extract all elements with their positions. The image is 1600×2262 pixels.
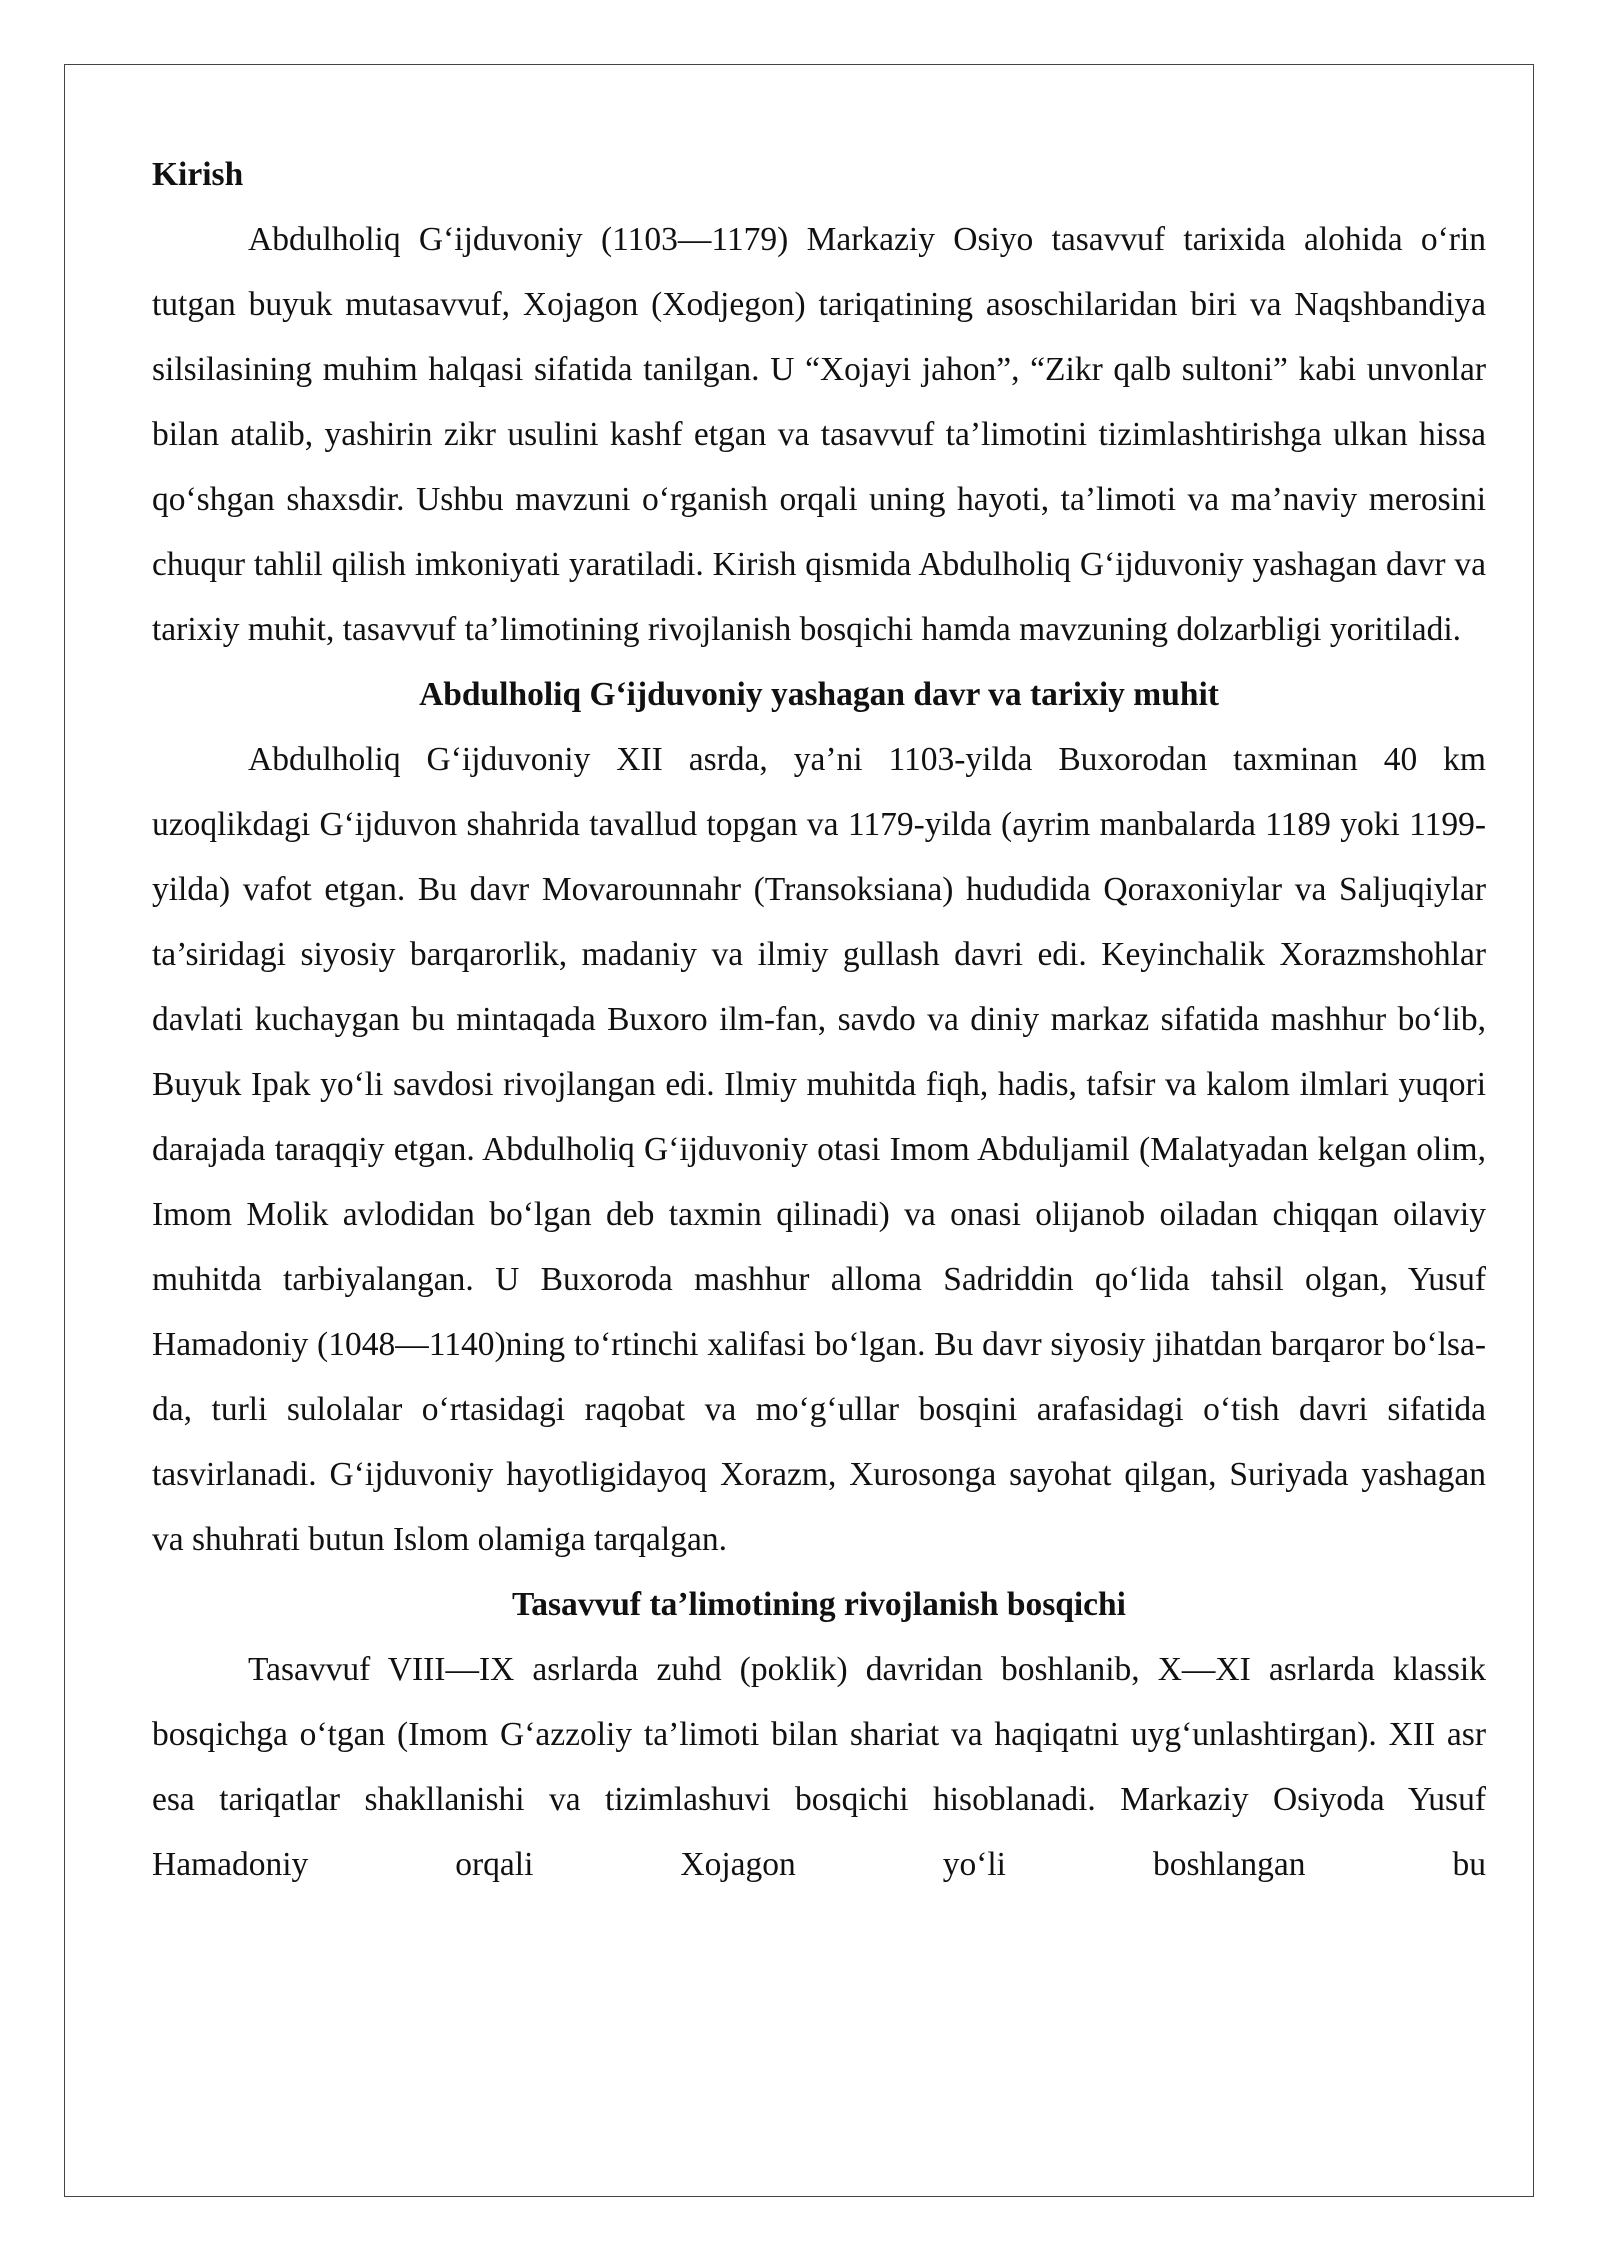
paragraph-tasavvuf: Tasavvuf VIII—IX asrlarda zuhd (poklik) davridan boshlanib, X—XI asrlarda klassik bosqichga o‘tgan (Imom G‘azzoliy ta’limoti bilan shariat va haqiqatni uyg‘unlashtirgan). XII asr esa tariqatlar shakllanishi va tizimlashuvi bosqichi hisoblanadi. Markaziy Osiyoda Yusuf Hamadoniy orqali Xojagon yo‘li boshlangan bu xyxy=(152,1651,1486,1883)
section-heading-kirish: Kirish xyxy=(152,156,244,193)
paragraph-kirish: Abdulholiq G‘ijduvoniy (1103—1179) Markaziy Osiyo tasavvuf tarixida alohida o‘rin tutgan buyuk mutasavvuf, Xojagon (Xodjegon) tariqatining asoschilaridan biri va Naqshbandiya silsilasining muhim halqasi sifatida tanilgan. U “Xojayi jahon”, “Zikr qalb sultoni” kabi unvonlar bilan atalib, yashirin zikr usulini kashf etgan va tasavvuf ta’limotini tizimlashtirishga ulkan hissa qo‘shgan shaxsdir. Ushbu mavzuni o‘rganish orqali uning hayoti, ta’limoti va ma’naviy merosini chuqur tahlil qilish imkoniyati yaratiladi. Kirish qismida Abdulholiq G‘ijduvoniy yashagan davr va tarixiy muhit, tasavvuf ta’limotining rivojlanish bosqichi hamda mavzuning dolzarbligi yoritiladi. xyxy=(152,221,1486,648)
section-heading-tasavvuf: Tasavvuf ta’limotining rivojlanish bosqichi xyxy=(512,1586,1126,1623)
paragraph-davr: Abdulholiq G‘ijduvoniy XII asrda, ya’ni 1103-yilda Buxorodan taxminan 40 km uzoqlikdagi G‘ijduvon shahrida tavallud topgan va 1179-yilda (ayrim manbalarda 1189 yoki 1199-yilda) vafot etgan. Bu davr Movarounnahr (Transoksiana) hududida Qoraxoniylar va Saljuqiylar ta’siridagi siyosiy barqarorlik, madaniy va ilmiy gullash davri edi. Keyinchalik Xorazmshohlar davlati kuchaygan bu mintaqada Buxoro ilm-fan, savdo va diniy markaz sifatida mashhur bo‘lib, Buyuk Ipak yo‘li savdosi rivojlangan edi. Ilmiy muhitda fiqh, hadis, tafsir va kalom ilmlari yuqori darajada taraqqiy etgan. Abdulholiq G‘ijduvoniy otasi Imom Abduljamil (Malatyadan kelgan olim, Imom Molik avlodidan bo‘lgan deb taxmin qilinadi) va onasi olijanob oiladan chiqqan oilaviy muhitda tarbiyalangan. U Buxoroda mashhur alloma Sadriddin qo‘lida tahsil olgan, Yusuf Hamadoniy (1048—1140)ning to‘rtinchi xalifasi bo‘lgan. Bu davr siyosiy jihatdan barqaror bo‘lsa-da, turli sulolalar o‘rtasidagi raqobat va mo‘g‘ullar bosqini arafasidagi o‘tish davri sifatida tasvirlanadi. G‘ijduvoniy hayotligidayoq Xorazm, Xurosonga sayohat qilgan, Suriyada yashagan va shuhrati butun Islom olamiga tarqalgan. xyxy=(152,741,1486,1558)
section-heading-davr: Abdulholiq G‘ijduvoniy yashagan davr va tarixiy muhit xyxy=(419,676,1219,713)
document-body xyxy=(152,142,1486,1897)
